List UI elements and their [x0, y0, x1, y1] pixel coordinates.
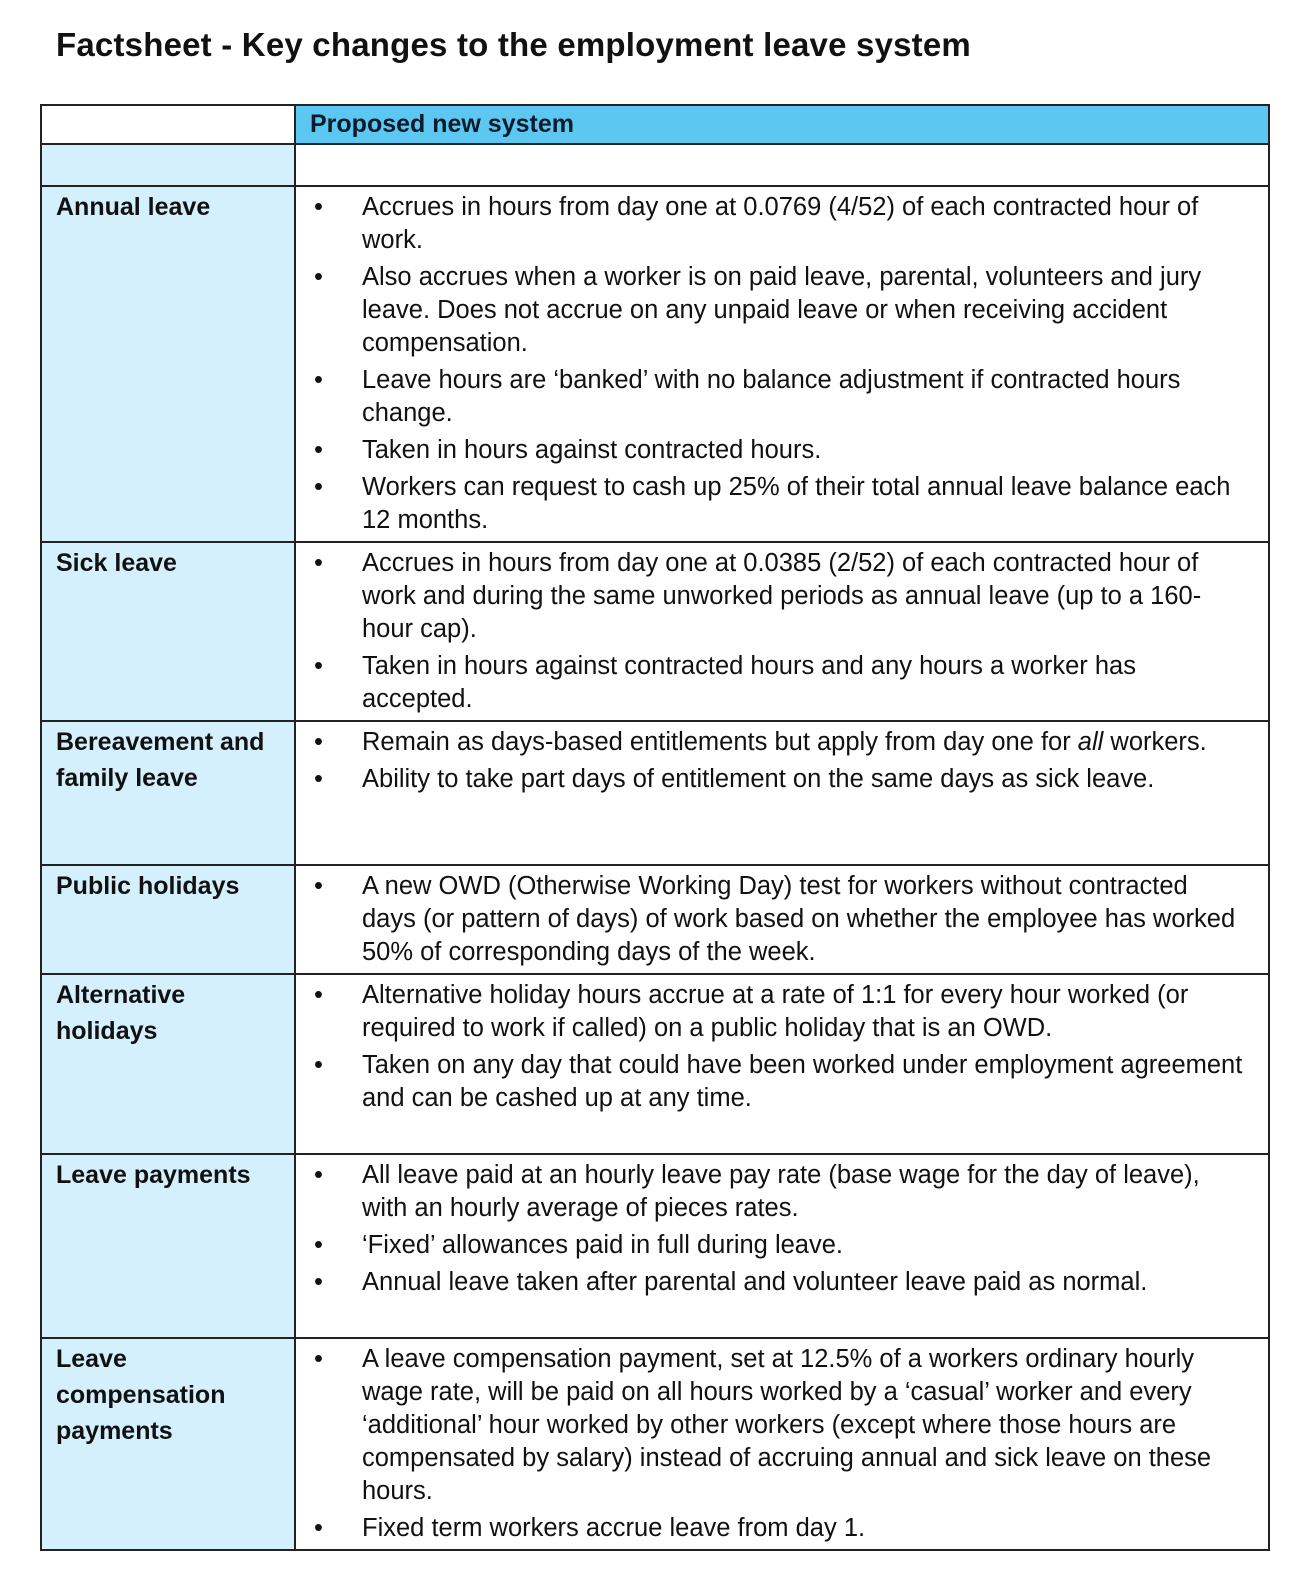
- bullet-list: [310, 1159, 1248, 1299]
- bullet-list: [310, 1343, 1248, 1545]
- item-text: Fixed term workers accrue leave from day 1.: [362, 1514, 866, 1542]
- list-item: [310, 1159, 1248, 1225]
- item-text: Taken in hours against contracted hours.: [362, 436, 822, 464]
- item-text: Alternative holiday hours accrue at a rate of 1:1 for every hour worked (or required to work if called) on a public holiday that is an OWD.: [362, 981, 1189, 1042]
- table-row: [41, 865, 1269, 974]
- bullet-icon: •: [314, 366, 323, 394]
- empty-label-cell: [41, 144, 295, 186]
- row-content: [295, 542, 1269, 721]
- item-text: Workers can request to cash up 25% of their total annual leave balance each 12 months.: [362, 473, 1231, 534]
- item-text: Leave hours are ‘banked’ with no balance adjustment if contracted hours change.: [362, 366, 1181, 427]
- bullet-icon: •: [314, 1345, 323, 1373]
- bullet-icon: •: [314, 1268, 323, 1296]
- list-item: [310, 1229, 1248, 1262]
- row-content: [295, 974, 1269, 1154]
- list-item: [310, 261, 1248, 360]
- bullet-icon: •: [314, 1514, 323, 1542]
- bullet-list: [310, 547, 1248, 716]
- table-row: [41, 974, 1269, 1154]
- row-label: Alternative holidays: [41, 974, 295, 1154]
- list-item: [310, 650, 1248, 716]
- bullet-icon: •: [314, 765, 323, 793]
- bullet-icon: •: [314, 1231, 323, 1259]
- table-row: [41, 1154, 1269, 1338]
- bullet-list: [310, 191, 1248, 537]
- row-label: Leave payments: [41, 1154, 295, 1338]
- item-text: Also accrues when a worker is on paid leave, parental, volunteers and jury leave. Does not accrue on any unpaid leave or when receiving accident compensation.: [362, 263, 1202, 357]
- item-text: Taken on any day that could have been worked under employment agreement and can be cashed up at any time.: [362, 1051, 1243, 1112]
- bullet-icon: •: [314, 981, 323, 1009]
- list-item: [310, 364, 1248, 430]
- list-item: [310, 1512, 1248, 1545]
- row-label: Annual leave: [41, 186, 295, 542]
- table-row: [41, 186, 1269, 542]
- bullet-list: [310, 870, 1248, 969]
- list-item: [310, 547, 1248, 646]
- row-content: [295, 721, 1269, 865]
- bullet-list: [310, 979, 1248, 1115]
- list-item: [310, 1343, 1248, 1508]
- list-item: [310, 1266, 1248, 1299]
- item-text: A leave compensation payment, set at 12.5% of a workers ordinary hourly wage rate, will be paid on all hours worked by a ‘casual’ worker and every ‘additional’ hour worked by other workers (except where those hours are compensated by salary) instead of accruing annual and sick leave on these hours.: [362, 1345, 1212, 1505]
- page-title: Factsheet - Key changes to the employment leave system: [56, 26, 971, 63]
- list-item: [310, 763, 1248, 796]
- item-text-before: Remain as days-based entitlements but apply from day one for: [362, 728, 1078, 756]
- list-item: [310, 191, 1248, 257]
- header-empty-cell: [41, 105, 295, 144]
- list-item: [310, 979, 1248, 1045]
- bullet-icon: •: [314, 652, 323, 680]
- row-label: Sick leave: [41, 542, 295, 721]
- list-item: [310, 434, 1248, 467]
- bullet-icon: •: [314, 1051, 323, 1079]
- item-text: Taken in hours against contracted hours and any hours a worker has accepted.: [362, 652, 1136, 713]
- bullet-icon: •: [314, 193, 323, 221]
- row-label: Bereavement and family leave: [41, 721, 295, 865]
- item-text: Accrues in hours from day one at 0.0769 (4/52) of each contracted hour of work.: [362, 193, 1199, 254]
- item-text: Annual leave taken after parental and volunteer leave paid as normal.: [362, 1268, 1148, 1296]
- bullet-icon: •: [314, 728, 323, 756]
- empty-row: [41, 144, 1269, 186]
- row-label: Leave compensation payments: [41, 1338, 295, 1550]
- bullet-list: [310, 726, 1248, 796]
- row-content: [295, 1154, 1269, 1338]
- table-row: [41, 721, 1269, 865]
- header-proposed-new-system: Proposed new system: [295, 105, 1269, 144]
- empty-content-cell: [295, 144, 1269, 186]
- item-text: Accrues in hours from day one at 0.0385 (2/52) of each contracted hour of work and during the same unworked periods as annual leave (up to a 160-hour cap).: [362, 549, 1202, 643]
- bullet-icon: •: [314, 263, 323, 291]
- item-text-em: all: [1077, 728, 1104, 756]
- bullet-icon: •: [314, 473, 323, 501]
- bullet-icon: •: [314, 436, 323, 464]
- item-text: ‘Fixed’ allowances paid in full during leave.: [362, 1231, 843, 1259]
- leave-changes-table: [40, 104, 1270, 1551]
- row-content: [295, 1338, 1269, 1550]
- bullet-icon: •: [314, 549, 323, 577]
- header-row: [41, 105, 1269, 144]
- bullet-icon: •: [314, 872, 323, 900]
- bullet-icon: •: [314, 1161, 323, 1189]
- row-content: [295, 186, 1269, 542]
- list-item: [310, 870, 1248, 969]
- item-text: All leave paid at an hourly leave pay rate (base wage for the day of leave), with an hourly average of pieces rates.: [362, 1161, 1200, 1222]
- item-text: Ability to take part days of entitlement on the same days as sick leave.: [362, 765, 1155, 793]
- item-text-after: workers.: [1103, 728, 1207, 756]
- list-item: [310, 726, 1248, 759]
- row-content: [295, 865, 1269, 974]
- list-item: [310, 471, 1248, 537]
- table-row: [41, 1338, 1269, 1550]
- table-row: [41, 542, 1269, 721]
- item-text: A new OWD (Otherwise Working Day) test for workers without contracted days (or pattern of days) of work based on whether the employee has worked 50% of corresponding days of the week.: [362, 872, 1236, 966]
- list-item: [310, 1049, 1248, 1115]
- row-label: Public holidays: [41, 865, 295, 974]
